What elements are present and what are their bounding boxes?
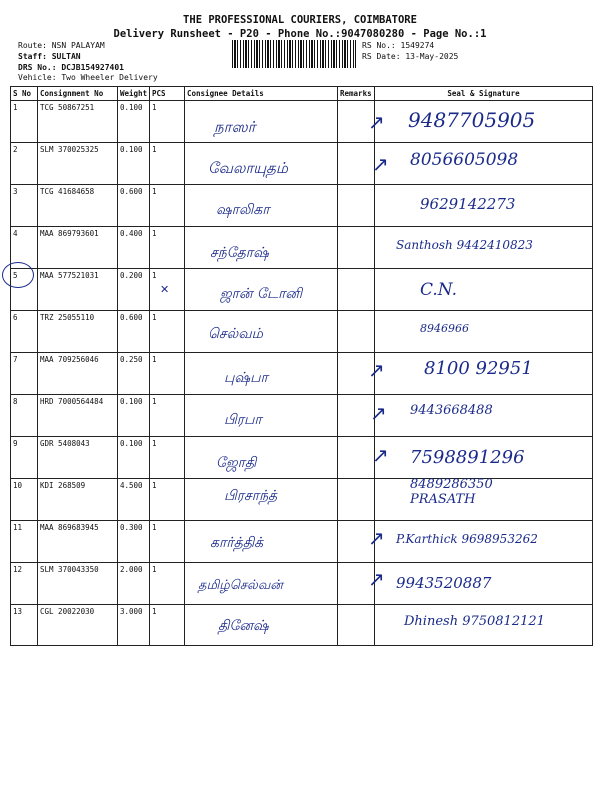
- circle-mark: [2, 262, 34, 288]
- weight-cell: 0.100: [118, 143, 150, 185]
- remarks-cell: [338, 143, 375, 185]
- col-pcs: PCS: [150, 87, 185, 101]
- weight-cell: 0.200: [118, 269, 150, 311]
- pcs-cell: 1: [150, 437, 185, 479]
- sno-cell: 10: [11, 479, 38, 521]
- consignee-cell: [185, 101, 338, 143]
- pcs-cell: 1: [150, 521, 185, 563]
- handwritten-consignee: ஜோதி: [216, 455, 257, 471]
- weight-cell: 2.000: [118, 563, 150, 605]
- handwritten-signature: P.Karthick 9698953262: [396, 532, 538, 546]
- weight-cell: 3.000: [118, 605, 150, 646]
- barcode: [232, 40, 356, 68]
- pcs-cell: 1: [150, 395, 185, 437]
- sno-cell: 9: [11, 437, 38, 479]
- consignment-cell: SLM 370043350: [38, 563, 118, 605]
- handwritten-consignee: பிரபா: [224, 412, 262, 428]
- signature-cell: [375, 269, 593, 311]
- sno-cell: 1: [11, 101, 38, 143]
- sno-cell: 11: [11, 521, 38, 563]
- handwritten-consignee: புஷ்பா: [224, 370, 268, 386]
- handwritten-signature: 8946966: [420, 322, 469, 335]
- weight-cell: 4.500: [118, 479, 150, 521]
- drs-label: DRS No.: DCJB154927401: [18, 63, 124, 72]
- col-sno: S No: [11, 87, 38, 101]
- consignment-cell: GDR 5408043: [38, 437, 118, 479]
- signature-mark: ↗: [372, 152, 389, 176]
- weight-cell: 0.100: [118, 101, 150, 143]
- handwritten-signature: C.N.: [420, 280, 457, 300]
- handwritten-consignee: தினேஷ்: [218, 618, 269, 634]
- remarks-cell: [338, 605, 375, 646]
- handwritten-signature: Santhosh 9442410823: [396, 238, 533, 252]
- signature-mark: ↗: [368, 526, 385, 550]
- handwritten-signature: 9629142273: [420, 195, 516, 213]
- pcs-cell: 1: [150, 605, 185, 646]
- x-mark: ✕: [160, 283, 170, 296]
- remarks-cell: [338, 227, 375, 269]
- pcs-cell: 1: [150, 185, 185, 227]
- consignee-cell: [185, 437, 338, 479]
- handwritten-signature: 8056605098: [410, 150, 519, 170]
- signature-mark: ↗: [372, 443, 389, 467]
- pcs-cell: 1: [150, 479, 185, 521]
- sno-cell: 13: [11, 605, 38, 646]
- sno-cell: 12: [11, 563, 38, 605]
- sno-cell: 5: [11, 269, 38, 311]
- col-signature: Seal & Signature: [375, 87, 593, 101]
- weight-cell: 0.300: [118, 521, 150, 563]
- consignment-cell: SLM 370025325: [38, 143, 118, 185]
- handwritten-consignee: செல்வம்: [208, 326, 263, 342]
- sno-cell: 7: [11, 353, 38, 395]
- col-remarks: Remarks: [338, 87, 375, 101]
- handwritten-signature: 9943520887: [396, 574, 492, 592]
- consignment-cell: MAA 709256046: [38, 353, 118, 395]
- handwritten-signature: Dhinesh 9750812121: [404, 614, 545, 629]
- pcs-cell: 1: [150, 101, 185, 143]
- remarks-cell: [338, 185, 375, 227]
- signature-mark: ↗: [370, 401, 387, 425]
- handwritten-signature: 9443668488: [410, 403, 493, 418]
- remarks-cell: [338, 437, 375, 479]
- weight-cell: 0.250: [118, 353, 150, 395]
- pcs-cell: 1: [150, 311, 185, 353]
- rs-date: RS Date: 13-May-2025: [362, 52, 459, 61]
- col-weight: Weight: [118, 87, 150, 101]
- handwritten-signature: 8489286350 PRASATH: [410, 477, 493, 507]
- consignment-cell: TRZ 25055110: [38, 311, 118, 353]
- handwritten-consignee: நாஸர்: [214, 118, 256, 136]
- consignment-cell: MAA 577521031: [38, 269, 118, 311]
- company-title: THE PROFESSIONAL COURIERS, COIMBATORE: [183, 14, 417, 26]
- handwritten-consignee: கார்த்திக்: [210, 535, 264, 551]
- pcs-cell: 1: [150, 227, 185, 269]
- handwritten-consignee: தமிழ்செல்வன்: [198, 578, 283, 593]
- sno-cell: 3: [11, 185, 38, 227]
- handwritten-consignee: சந்தோஷ்: [210, 245, 269, 261]
- handwritten-consignee: வேலாயுதம்: [208, 159, 288, 177]
- sno-cell: 4: [11, 227, 38, 269]
- consignment-cell: KDI 268509: [38, 479, 118, 521]
- signature-mark: ↗: [368, 567, 385, 591]
- pcs-cell: 1: [150, 563, 185, 605]
- remarks-cell: [338, 395, 375, 437]
- runsheet-subtitle: Delivery Runsheet - P20 - Phone No.:9047080280 - Page No.:1: [113, 28, 487, 40]
- signature-cell: [375, 311, 593, 353]
- staff-label: Staff: SULTAN: [18, 52, 81, 61]
- sno-cell: 2: [11, 143, 38, 185]
- remarks-cell: [338, 311, 375, 353]
- remarks-cell: [338, 479, 375, 521]
- handwritten-signature: 9487705905: [408, 108, 536, 132]
- consignment-cell: TCG 50867251: [38, 101, 118, 143]
- signature-mark: ↗: [368, 110, 385, 134]
- weight-cell: 0.100: [118, 395, 150, 437]
- handwritten-signature: 7598891296: [410, 447, 525, 468]
- remarks-cell: [338, 269, 375, 311]
- weight-cell: 0.400: [118, 227, 150, 269]
- route-label: Route: NSN PALAYAM: [18, 41, 105, 50]
- consignment-cell: CGL 20022030: [38, 605, 118, 646]
- weight-cell: 0.600: [118, 311, 150, 353]
- pcs-cell: 1: [150, 269, 185, 311]
- weight-cell: 0.600: [118, 185, 150, 227]
- pcs-cell: 1: [150, 143, 185, 185]
- sno-cell: 8: [11, 395, 38, 437]
- vehicle-label: Vehicle: Two Wheeler Delivery: [18, 73, 158, 82]
- pcs-cell: 1: [150, 353, 185, 395]
- handwritten-consignee: ஷாலிகா: [216, 202, 270, 218]
- handwritten-signature: 8100 92951: [424, 358, 533, 379]
- handwritten-consignee: பிரசாந்த்: [224, 488, 278, 504]
- table-header-row: [11, 87, 593, 101]
- handwritten-consignee: ஜான் டோனி: [220, 286, 303, 302]
- consignment-cell: HRD 7000564484: [38, 395, 118, 437]
- consignment-cell: MAA 869683945: [38, 521, 118, 563]
- table-row: [11, 563, 593, 605]
- consignment-cell: MAA 869793601: [38, 227, 118, 269]
- weight-cell: 0.100: [118, 437, 150, 479]
- signature-mark: ↗: [368, 358, 385, 382]
- table-row: [11, 395, 593, 437]
- col-consignment: Consignment No: [38, 87, 118, 101]
- table-row: [11, 311, 593, 353]
- col-consignee: Consignee Details: [185, 87, 338, 101]
- consignment-cell: TCG 41684658: [38, 185, 118, 227]
- rs-no: RS No.: 1549274: [362, 41, 435, 50]
- sno-cell: 6: [11, 311, 38, 353]
